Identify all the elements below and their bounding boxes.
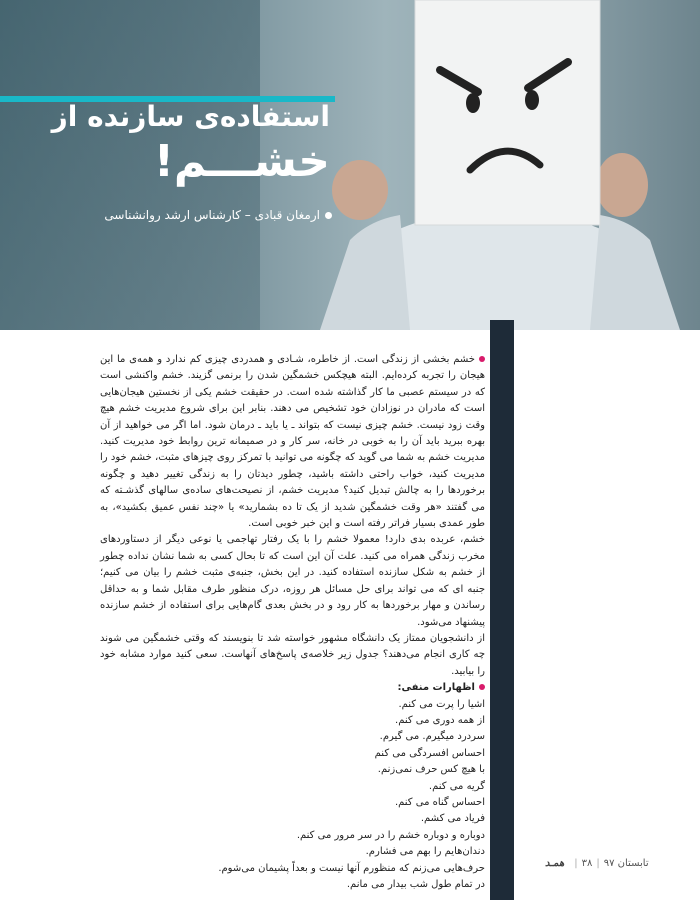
- list-item: دوباره و دوباره خشم را در سر مرور می کنم.: [296, 829, 485, 841]
- paragraph: خشم، عربده بدی دارد! معمولا خشم را با یک رفتار تهاجمی یا نوعی دیگر از دستاوردهای مخرب زندگی همراه می کنید. علت آن این است که تا بحال کسی به شما نشان نداده چطور از خشم به شکل سازنده استفاده کنید. در این بخش، جنبه‌ی مثبت خشم را بیان می کنیم؛ جنبه ای که می تواند برای حل مسائل هر روزه، درک منظور طرف مقابل شما و به حداقل رساندن و مهار برخوردها به کار رود و در بخش بعدی گام‌هایی برای استفاده از خشم سازنده پیشنهاد می‌شود.: [100, 534, 485, 628]
- footer-separator: |: [574, 858, 578, 869]
- heading-text: اظهارات منفی:: [397, 682, 475, 694]
- article-title-line2: خشـــم!: [153, 136, 330, 187]
- article-body: [100, 352, 485, 893]
- list-item: با هیچ کس حرف نمی‌زنم.: [377, 764, 485, 776]
- list-item: اشیا را پرت می کنم.: [398, 698, 485, 710]
- list-item: گریه می کنم.: [428, 780, 485, 792]
- list-item: در تمام طول شب بیدار می مانم.: [346, 879, 485, 890]
- article-title-line1: استفاده‌ی سازنده از: [51, 100, 330, 133]
- list-item: دندان‌هایم را بهم می فشارم.: [365, 846, 485, 858]
- author-byline: [104, 208, 332, 222]
- list-item: احساس گناه می کنم.: [394, 796, 485, 808]
- list-item: حرف‌هایی می‌زنم که منظورم آنها نیست و بعداً پشیمان می‌شوم.: [218, 862, 485, 874]
- angry-face-sign-illustration: [300, 0, 700, 330]
- list-item: احساس افسردگی می کنم: [374, 747, 485, 759]
- bullet-icon: [479, 684, 485, 690]
- author-text: ارمغان قبادی – کارشناس ارشد روانشناسی: [104, 208, 320, 222]
- footer-separator: |: [596, 858, 600, 869]
- page-number: ۳۸: [581, 858, 593, 869]
- paragraph: از دانشجویان ممتاز یک دانشگاه مشهور خواسته شد تا بنویسند که وقتی خشمگین می شوند چه کاری انجام می‌دهند؟ جدول زیر خلاصه‌ی پاسخ‌های آنهاست. سعی کنید موارد مشابه خود را بیابید.: [100, 632, 485, 677]
- bullet-icon: [479, 356, 485, 362]
- list-item: از همه دوری می کنم.: [395, 714, 485, 726]
- paragraph: [100, 352, 485, 532]
- necktie-graphic: [490, 320, 514, 900]
- page-footer: [545, 858, 649, 869]
- section-heading: [100, 680, 485, 696]
- list-item: سردرد میگیرم. می گیرم.: [379, 731, 485, 743]
- hero-image: [0, 0, 700, 330]
- negative-statements-list: [100, 697, 485, 894]
- magazine-logo: همـد: [545, 858, 565, 869]
- issue-season: تابستان ۹۷: [603, 858, 649, 869]
- list-item: فریاد می کشم.: [420, 813, 485, 825]
- bullet-icon: [325, 212, 332, 219]
- paragraph-text: خشم بخشی از زندگی است. از خاطره، شـادی و همدردی چیزی کم ندارد و همه‌ی ما این هیجان را تجربه کرده‌ایم. البته هیچکس خشمگین شدن را برنمی گزیند. خشم واکنشی است که در سیستم عصبی ما کار گذاشته شده است. در حقیقت خشم یکی از نخستین هیجان‌هایی است که مادران در نوزادان خود تشخیص می دهند. بنابر این برای شروع مدیریت خشم هیچ وقت زود نیست. خشم چیزی نیست که بتواند ـ یا باید ـ درمان شود. اما اگر می خواهید از آن بهره ببرید باید آن را به خوبی در خانه، سر کار و در صمیمانه ترین روابط خود مدیریت کنید. مدیریت خشم به شما می گوید که چگونه می توانید با تمرکز روی چیزهای مثبت، خشم خود را مدیریت کنید، خواب راحتی داشته باشید، چطور دیدتان را به زندگی تغییر دهید و چگونه برخوردها را به چالش تبدیل کنید؟ مدیریت خشم، از نصیحت‌های ساده‌ی سالهای گذشـته که می گفتند «هر وقت خشمگین شدید از یک تا ده بشمارید» یا «چند نفس عمیق بکشید»، به طور عمدی بسیار فراتر رفته است و این خبر خوبی است.: [100, 354, 485, 530]
